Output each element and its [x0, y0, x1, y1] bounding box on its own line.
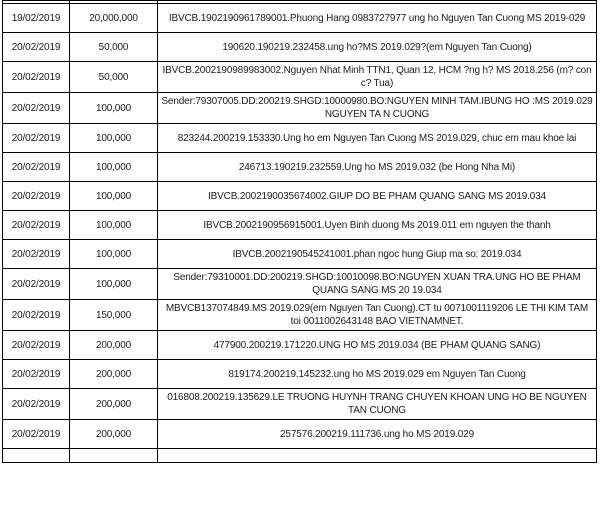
table-row [3, 182, 597, 211]
description-cell: IBVCB.1902190961789001.Phuong Hang 0983727977 ung ho Nguyen Tan Cuong MS 2019-029 [158, 4, 597, 33]
description-cell: 823244.200219.153330.Ung ho em Nguyen Tan Cuong MS 2019.029, chuc em mau khoe lai [158, 124, 597, 153]
description-cell: 016808.200219.135629.LE TRUONG HUYNH TRANG CHUYEN KHOAN UNG HO BE NGUYEN TAN CUONG [158, 389, 597, 420]
description-cell: IBVCB.2002190989983002.Nguyen Nhat Minh TTN1, Quan 12, HCM ?ng h? MS 2018.256 (m? con c? Tua) [158, 62, 597, 93]
description-cell: IBVCB.2002190545241001.phan ngoc hung Giup ma so: 2019.034 [158, 240, 597, 269]
amount-cell: 200,000 [70, 331, 158, 360]
date-cell: 20/02/2019 [3, 420, 70, 449]
description-cell: 246713.190219.232559.Ung ho MS 2019.032 (be Hong Nha Mi) [158, 153, 597, 182]
amount-cell: 50,000 [70, 62, 158, 93]
description-cell: 190620.190219.232458.ung ho?MS 2019.029?(em Nguyen Tan Cuong) [158, 33, 597, 62]
date-cell: 20/02/2019 [3, 211, 70, 240]
table-row [3, 389, 597, 420]
table-row [3, 33, 597, 62]
donation-table-container [2, 0, 598, 519]
amount-cell: 100,000 [70, 153, 158, 182]
table-row [3, 93, 597, 124]
table-row [3, 360, 597, 389]
donation-table [2, 0, 597, 463]
table-row [3, 62, 597, 93]
amount-cell: 200,000 [70, 389, 158, 420]
amount-cell: 50,000 [70, 33, 158, 62]
date-cell: 20/02/2019 [3, 240, 70, 269]
date-cell: 20/02/2019 [3, 33, 70, 62]
table-row [3, 420, 597, 449]
amount-cell: 100,000 [70, 124, 158, 153]
table-row [3, 124, 597, 153]
amount-cell: 100,000 [70, 240, 158, 269]
date-cell: 20/02/2019 [3, 93, 70, 124]
amount-cell [70, 449, 158, 463]
date-cell: 20/02/2019 [3, 124, 70, 153]
table-row [3, 153, 597, 182]
table-row [3, 331, 597, 360]
table-row [3, 240, 597, 269]
amount-cell: 200,000 [70, 420, 158, 449]
description-cell: Sender:79310001.DD:200219.SHGD:10010098.BO:NGUYEN XUAN TRA.UNG HO BE PHAM QUANG SANG MS 20 19.034 [158, 269, 597, 300]
amount-cell: 100,000 [70, 182, 158, 211]
description-cell: 819174.200219.145232.ung ho MS 2019.029 em Nguyen Tan Cuong [158, 360, 597, 389]
amount-cell: 200,000 [70, 360, 158, 389]
description-cell: 477900.200219.171220.UNG HO MS 2019.034 (BE PHAM QUANG SANG) [158, 331, 597, 360]
date-cell: 20/02/2019 [3, 269, 70, 300]
date-cell: 20/02/2019 [3, 182, 70, 211]
date-cell: 20/02/2019 [3, 389, 70, 420]
amount-cell: 100,000 [70, 269, 158, 300]
description-cell: 257576.200219.111736.ung ho MS 2019.029 [158, 420, 597, 449]
amount-cell: 20,000,000 [70, 4, 158, 33]
description-cell [158, 449, 597, 463]
date-cell: 20/02/2019 [3, 331, 70, 360]
date-cell: 20/02/2019 [3, 62, 70, 93]
description-cell: MBVCB137074849.MS 2019.029(em Nguyen Tan Cuong).CT tu 0071001119206 LE THI KIM TAM toi 0011002643148 BAO VIETNAMNET. [158, 300, 597, 331]
amount-cell: 100,000 [70, 211, 158, 240]
description-cell: IBVCB.2002190035674002.GIUP DO BE PHAM QUANG SANG MS 2019.034 [158, 182, 597, 211]
table-row [3, 300, 597, 331]
amount-cell: 150,000 [70, 300, 158, 331]
date-cell: 20/02/2019 [3, 300, 70, 331]
date-cell: 19/02/2019 [3, 4, 70, 33]
date-cell: 20/02/2019 [3, 153, 70, 182]
description-cell: IBVCB.2002190956915001.Uyen Binh duong Ms 2019.011 em nguyen the thanh [158, 211, 597, 240]
date-cell: 20/02/2019 [3, 360, 70, 389]
date-cell [3, 449, 70, 463]
description-cell: Sender:79307005.DD:200219.SHGD:10000980.BO:NGUYEN MINH TAM.IBUNG HO :MS 2019.029 NGUYEN TA N CUONG [158, 93, 597, 124]
table-row [3, 269, 597, 300]
table-row [3, 4, 597, 33]
partial-row-bottom [3, 449, 597, 463]
table-row [3, 211, 597, 240]
amount-cell: 100,000 [70, 93, 158, 124]
